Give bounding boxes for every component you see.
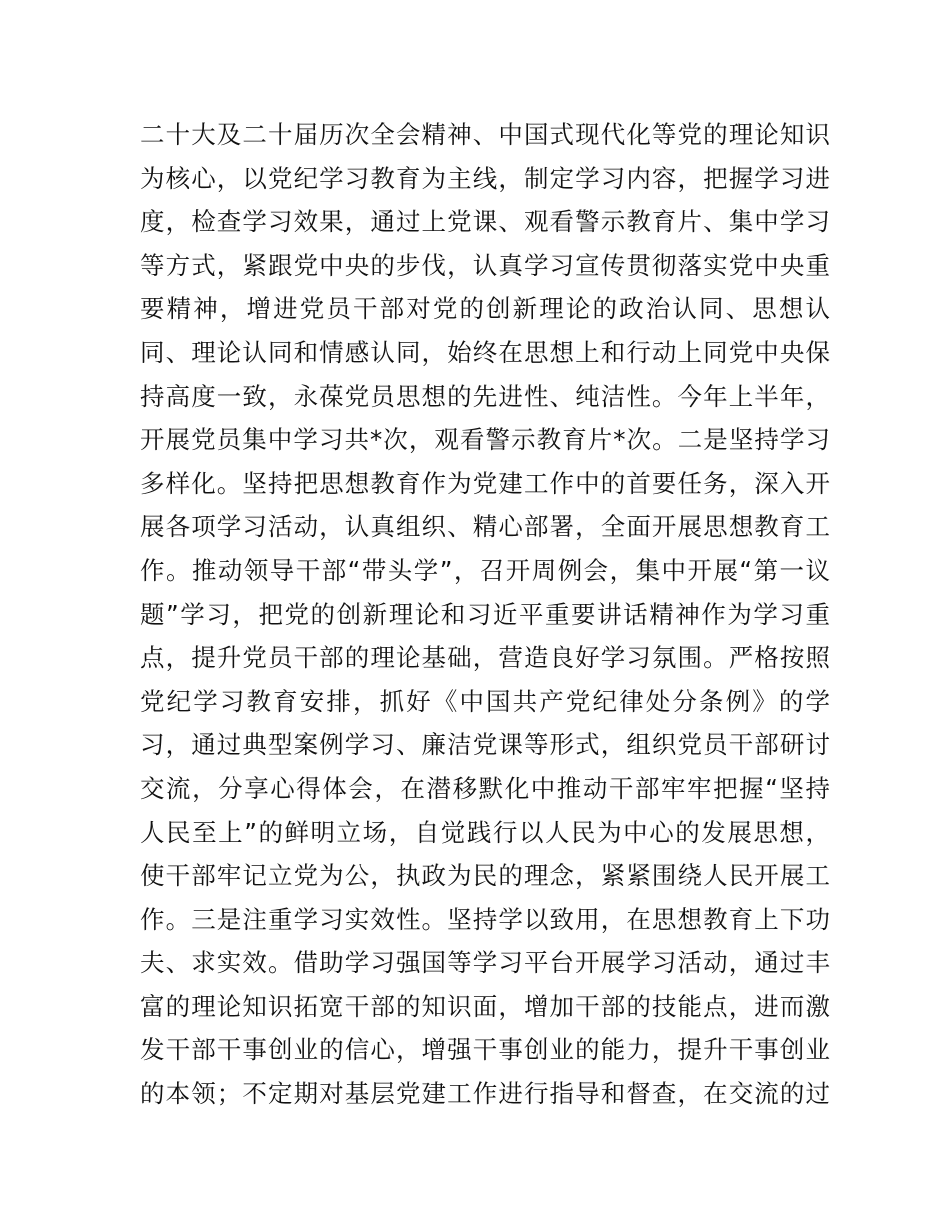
text-line-8: 开展党员集中学习共*次，观看警示教育片*次。二是坚持学习 [140, 425, 830, 455]
text-line-9: 多样化。坚持把思想教育作为党建工作中的首要任务，深入开 [140, 468, 830, 498]
text-line-11: 作。推动领导干部“带头学”，召开周例会，集中开展“第一议 [140, 555, 830, 585]
body-paragraph [140, 113, 830, 1116]
text-line-21: 富的理论知识拓宽干部的知识面，增加干部的技能点，进而激 [140, 991, 830, 1021]
text-line-1: 二十大及二十届历次全会精神、中国式现代化等党的理论知识 [140, 120, 830, 149]
text-line-5: 要精神，增进党员干部对党的创新理论的政治认同、思想认 [140, 294, 830, 324]
text-line-16: 交流，分享心得体会，在潜移默化中推动干部牢牢把握“坚持 [140, 773, 830, 803]
text-line-13: 点，提升党员干部的理论基础，营造良好学习氛围。严格按照 [140, 643, 830, 673]
text-line-4: 等方式，紧跟党中央的步伐，认真学习宣传贯彻落实党中央重 [140, 250, 830, 280]
text-line-17: 人民至上”的鲜明立场，自觉践行以人民为中心的发展思想， [140, 817, 830, 847]
text-line-15: 习，通过典型案例学习、廉洁党课等形式，组织党员干部研讨 [140, 730, 830, 760]
text-line-10: 展各项学习活动，认真组织、精心部署，全面开展思想教育工 [140, 512, 830, 542]
text-line-12: 题”学习，把党的创新理论和习近平重要讲话精神作为学习重 [140, 599, 830, 629]
text-line-22: 发干部干事创业的信心，增强干事创业的能力，提升干事创业 [140, 1035, 830, 1065]
text-line-23: 的本领；不定期对基层党建工作进行指导和督查，在交流的过 [140, 1079, 830, 1109]
text-line-18: 使干部牢记立党为公，执政为民的理念，紧紧围绕人民开展工 [140, 861, 830, 891]
text-line-20: 夫、求实效。借助学习强国等学习平台开展学习活动，通过丰 [140, 948, 830, 978]
text-line-2: 为核心，以党纪学习教育为主线，制定学习内容，把握学习进 [140, 163, 830, 193]
text-line-3: 度，检查学习效果，通过上党课、观看警示教育片、集中学习 [140, 207, 830, 237]
text-line-14: 党纪学习教育安排，抓好《中国共产党纪律处分条例》的学 [140, 686, 830, 716]
text-line-19: 作。三是注重学习实效性。坚持学以致用，在思想教育上下功 [140, 904, 830, 934]
text-line-6: 同、理论认同和情感认同，始终在思想上和行动上同党中央保 [140, 337, 830, 367]
text-line-7: 持高度一致，永葆党员思想的先进性、纯洁性。今年上半年， [140, 381, 830, 411]
